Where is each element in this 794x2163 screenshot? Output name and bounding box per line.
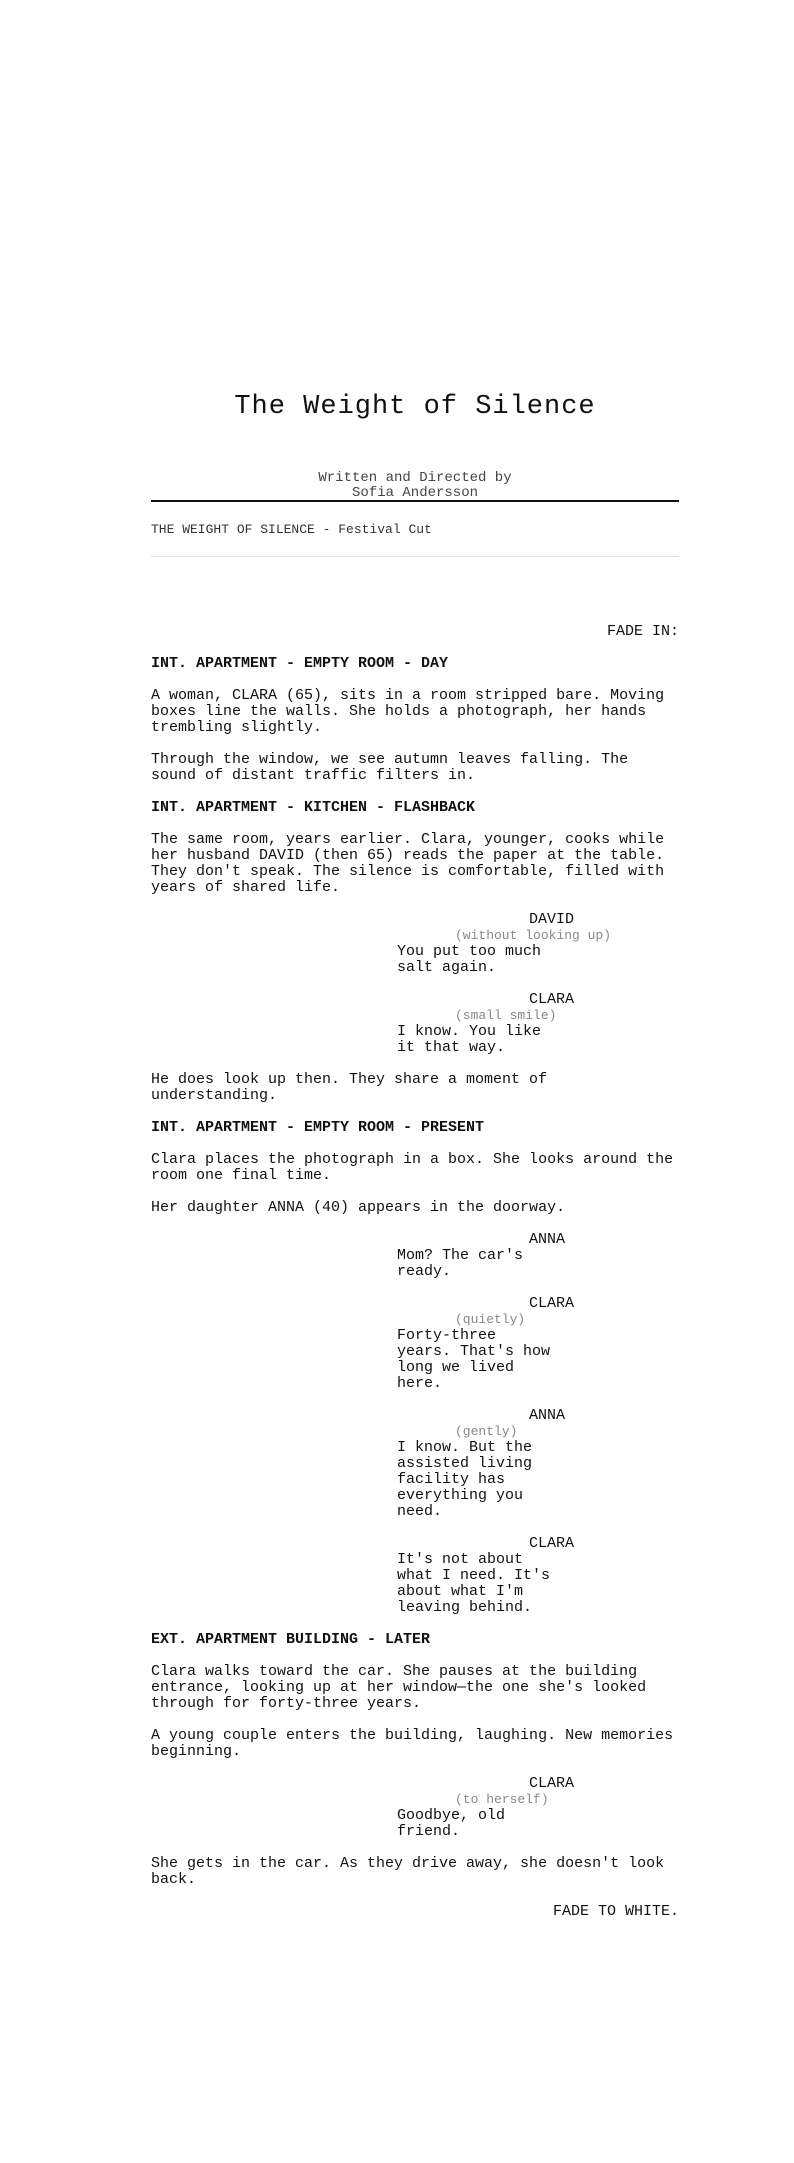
action-line: Clara places the photograph in a box. She looks around the room one final time. [151,1151,674,1184]
dialogue-line: I know. You like it that way. [397,1023,542,1056]
parenthetical: (without looking up) [455,928,612,943]
character-name: CLARA [529,991,575,1008]
dialogue-block [151,1296,679,1392]
credit-line: Written and Directed by [318,470,512,486]
header-divider [151,556,679,557]
character-name: CLARA [529,1775,575,1792]
dialogue-block [151,912,679,976]
parenthetical: (quietly) [455,1312,526,1327]
scene-heading: EXT. APARTMENT BUILDING - LATER [151,1631,431,1648]
action-line: She gets in the car. As they drive away, she doesn't look back. [151,1855,665,1888]
action-line: A young couple enters the building, laughing. New memories beginning. [151,1727,674,1760]
action-line: A woman, CLARA (65), sits in a room stripped bare. Moving boxes line the walls. She holds a photograph, her hands trembling slightly. [151,687,665,736]
script-body [151,624,679,1920]
dialogue-line: Goodbye, old friend. [397,1807,506,1840]
dialogue-block [151,1408,679,1520]
character-name: DAVID [529,911,575,928]
dialogue-line: Forty-three years. That's how long we lived here. [397,1327,551,1392]
dialogue-line: You put too much salt again. [397,943,542,976]
dialogue-block [151,1536,679,1616]
parenthetical: (gently) [455,1424,518,1439]
action-line: He does look up then. They share a moment of understanding. [151,1071,548,1104]
scene-heading: INT. APARTMENT - KITCHEN - FLASHBACK [151,799,476,816]
dialogue-block [151,1776,679,1840]
transition-fade-out: FADE TO WHITE. [552,1903,679,1920]
dialogue-block [151,992,679,1056]
screenplay-title: The Weight of Silence [234,392,596,422]
parenthetical: (small smile) [455,1008,557,1023]
parenthetical: (to herself) [455,1792,549,1807]
dialogue-line: It's not about what I need. It's about what I'm leaving behind. [397,1551,551,1616]
author-name: Sofia Andersson [351,485,479,501]
scene-heading: INT. APARTMENT - EMPTY ROOM - DAY [151,655,449,672]
action-line: The same room, years earlier. Clara, younger, cooks while her husband DAVID (then 65) reads the paper at the table. They don't speak. The silence is comfortable, filled with years of shared life. [151,831,665,896]
scene-heading: INT. APARTMENT - EMPTY ROOM - PRESENT [151,1119,485,1136]
character-name: CLARA [529,1295,575,1312]
transition-fade-in: FADE IN: [606,623,679,640]
credit-block [151,471,679,501]
action-line: Her daughter ANNA (40) appears in the doorway. [151,1199,566,1216]
title-divider [151,500,679,502]
dialogue-line: Mom? The car's ready. [397,1247,524,1280]
character-name: ANNA [529,1407,566,1424]
character-name: ANNA [529,1231,566,1248]
character-name: CLARA [529,1535,575,1552]
action-line: Through the window, we see autumn leaves falling. The sound of distant traffic filters in. [151,751,629,784]
dialogue-block [151,1232,679,1280]
running-header: THE WEIGHT OF SILENCE - Festival Cut [151,522,432,537]
action-line: Clara walks toward the car. She pauses at the building entrance, looking up at her window—the one she's looked through for forty-three years. [151,1663,647,1712]
dialogue-line: I know. But the assisted living facility has everything you need. [397,1439,533,1520]
